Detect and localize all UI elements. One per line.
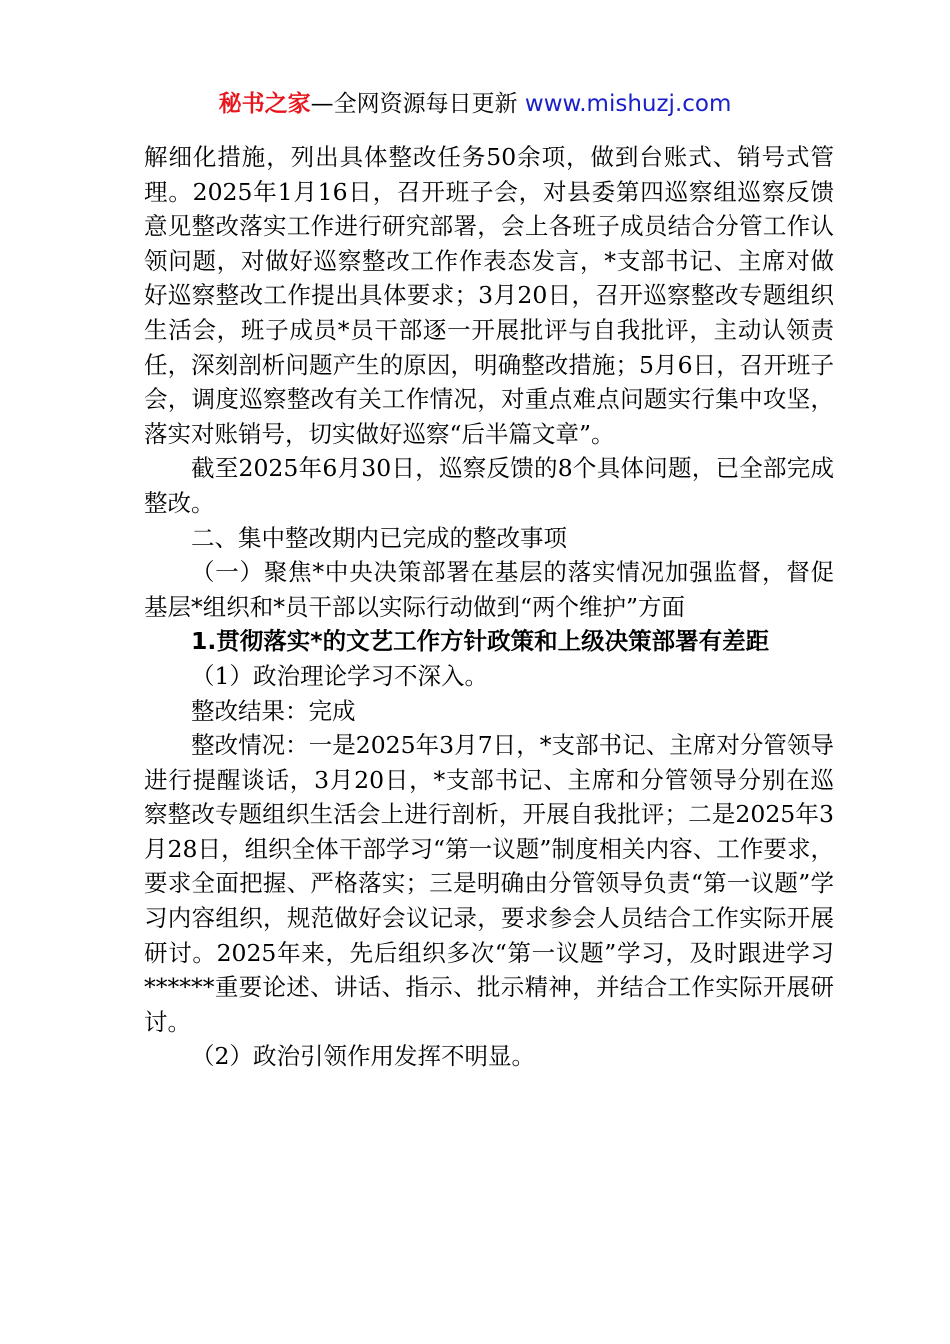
- issue-1-title: （1）政治理论学习不深入。: [191, 661, 488, 690]
- subsection-heading-1: （一）聚焦*中央决策部署在基层的落实情况加强监督，督促基层*组织和*员干部以实际行动做到“两个维护”方面: [144, 558, 834, 621]
- document-body: [144, 140, 834, 1074]
- site-brand: 秘书之家: [218, 91, 311, 117]
- site-header: [0, 86, 950, 122]
- issue-2-title: （2）政治引领作用发挥不明显。: [191, 1042, 535, 1071]
- site-url-link[interactable]: www.mishuzj.com: [524, 91, 732, 117]
- item-heading-1: 1.贯彻落实*的文艺工作方针政策和上级决策部署有差距: [191, 627, 770, 656]
- section-heading-2: 二、集中整改期内已完成的整改事项: [191, 523, 567, 552]
- issue-1-result: 整改结果：完成: [191, 696, 356, 725]
- site-tagline: —全网资源每日更新: [310, 91, 525, 117]
- paragraph-rectification-measures: 解细化措施，列出具体整改任务50余项，做到台账式、销号式管理。2025年1月16日，召开班子会，对县委第四巡察组巡察反馈意见整改落实工作进行研究部署，会上各班子成员结合分管工作认领问题，对做好巡察整改工作作表态发言，*支部书记、主席对做好巡察整改工作提出具体要求；3月20日，召开巡察整改专题组织生活会，班子成员*员干部逐一开展批评与自我批评，主动认领责任，深刻剖析问题产生的原因，明确整改措施；5月6日，召开班子会，调度巡察整改有关工作情况，对重点难点问题实行集中攻坚，落实对账销号，切实做好巡察“后半篇文章”。: [144, 143, 834, 448]
- paragraph-completion-status: 截至2025年6月30日，巡察反馈的8个具体问题，已全部完成整改。: [144, 454, 834, 517]
- issue-1-details: 整改情况：一是2025年3月7日，*支部书记、主席对分管领导进行提醒谈话，3月20日，*支部书记、主席和分管领导分别在巡察整改专题组织生活会上进行剖析，开展自我批评；二是2025年3月28日，组织全体干部学习“第一议题”制度相关内容、工作要求，要求全面把握、严格落实；三是明确由分管领导负责“第一议题”学习内容组织，规范做好会议记录，要求参会人员结合工作实际开展研讨。2025年来，先后组织多次“第一议题”学习，及时跟进学习******重要论述、讲话、指示、批示精神，并结合工作实际开展研讨。: [144, 731, 834, 1036]
